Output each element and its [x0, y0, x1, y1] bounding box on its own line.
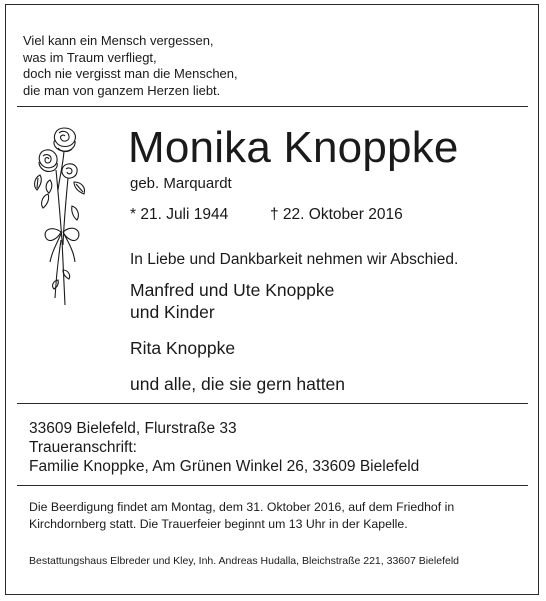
mourner-line: und Kinder: [130, 302, 215, 322]
divider-top: [17, 106, 528, 107]
funeral-line: Die Beerdigung findet am Montag, dem 31. Oktober 2016, auf dem Friedhof in: [29, 500, 455, 514]
poem-line: die man von ganzem Herzen liebt.: [23, 82, 221, 98]
poem-line: Viel kann ein Mensch vergessen,: [23, 33, 214, 48]
funeral-info: [29, 499, 454, 533]
deceased-name: Monika Knoppke: [128, 123, 459, 172]
mourners-list: [130, 279, 345, 395]
life-dates: [130, 206, 403, 224]
undertaker-info: Bestattungshaus Elbreder und Kley, Inh. Andreas Hudalla, Bleichstraße 221, 33607 Bielefeld: [29, 555, 459, 567]
divider-lower: [17, 485, 528, 486]
mourner-line: Manfred und Ute Knoppke: [130, 280, 335, 300]
birth-date: * 21. Juli 1944: [130, 206, 229, 223]
birth-name: geb. Marquardt: [130, 175, 232, 192]
residence-address: 33609 Bielefeld, Flurstraße 33: [29, 420, 237, 437]
mourner-line: und alle, die sie gern hatten: [130, 374, 346, 394]
rose-icon: [28, 120, 98, 310]
mourner-line: Rita Knoppke: [130, 338, 236, 358]
poem-line: was im Traum verfliegt,: [23, 49, 157, 65]
funeral-line: Kirchdornberg statt. Die Trauerfeier beginnt um 13 Uhr in der Kapelle.: [29, 517, 408, 531]
poem-line: doch nie vergisst man die Menschen,: [23, 66, 238, 81]
poem: [23, 33, 238, 99]
mourning-address-label: Traueranschrift:: [29, 439, 137, 456]
address-block: [29, 419, 419, 476]
farewell-text: In Liebe und Dankbarkeit nehmen wir Abschied.: [130, 251, 459, 268]
death-date: † 22. Oktober 2016: [270, 206, 403, 223]
mourning-address: Familie Knoppke, Am Grünen Winkel 26, 33609 Bielefeld: [29, 458, 420, 475]
divider-middle: [17, 403, 528, 404]
